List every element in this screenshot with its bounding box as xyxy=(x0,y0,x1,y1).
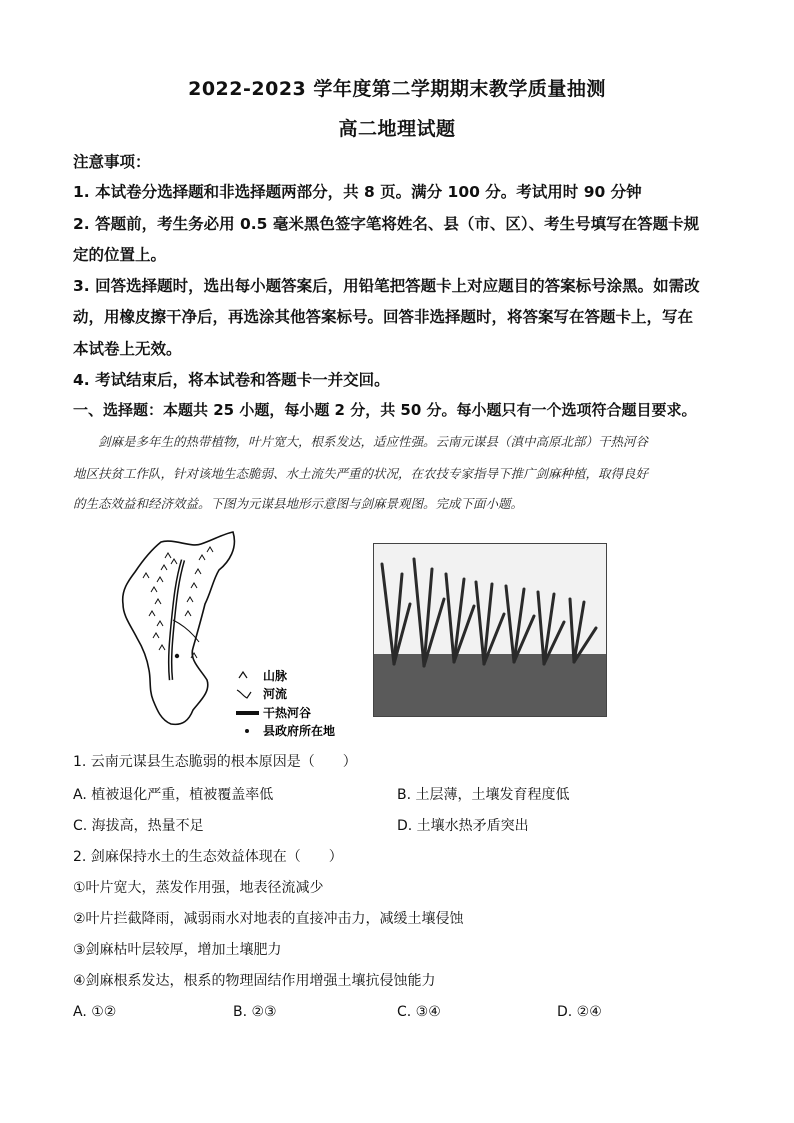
note-1: 1. 本试卷分选择题和非选择题两部分，共 8 页。满分 100 分。考试用时 90 分钟 xyxy=(73,183,642,201)
note-3b: 动，用橡皮擦干净后，再选涂其他答案标号。回答非选择题时，将答案写在答题卡上，写在 xyxy=(73,308,694,326)
note-3c: 本试卷上无效。 xyxy=(73,340,182,358)
notes-heading: 注意事项： xyxy=(73,153,151,171)
q1-stem: 1. 云南元谋县生态脆弱的根本原因是（ ） xyxy=(73,754,357,770)
q2-option-b[interactable]: B. ②③ xyxy=(233,1004,277,1020)
note-3a: 3. 回答选择题时，选出每小题答案后，用铅笔把答题卡上对应题目的答案标号涂黑。如需改 xyxy=(73,277,700,295)
passage-line-3: 的生态效益和经济效益。下图为元谋县地形示意图与剑麻景观图。完成下面小题。 xyxy=(73,496,524,511)
mountain-legend-icon xyxy=(239,672,247,678)
passage-line-2: 地区扶贫工作队，针对该地生态脆弱、水土流失严重的状况，在农技专家指导下推广剑麻种植，取得良好 xyxy=(73,466,649,481)
exam-title: 2022-2023 学年度第二学期期末教学质量抽测 xyxy=(188,78,606,100)
exam-subtitle: 高二地理试题 xyxy=(338,118,456,140)
terrain-map xyxy=(73,530,363,750)
q1-option-d[interactable]: D. 土壤水热矛盾突出 xyxy=(397,818,529,834)
river-legend-icon xyxy=(237,690,251,698)
legend-mountain: 山脉 xyxy=(263,669,288,683)
map-legend xyxy=(236,669,335,738)
county-outline xyxy=(123,532,235,724)
q2-statement-2: ②叶片拦截降雨，减弱雨水对地表的直接冲击力，减缓土壤侵蚀 xyxy=(73,911,464,927)
q1-option-c[interactable]: C. 海拔高，热量不足 xyxy=(73,818,204,834)
q2-option-c[interactable]: C. ③④ xyxy=(397,1004,441,1020)
sisal-landscape-photo xyxy=(373,543,607,717)
passage-line-1: 剑麻是多年生的热带植物，叶片宽大，根系发达，适应性强。云南元谋县（滇中高原北部）干热河谷 xyxy=(98,434,649,449)
gov-legend-icon xyxy=(245,729,249,733)
q2-stem: 2. 剑麻保持水土的生态效益体现在（ ） xyxy=(73,849,343,865)
legend-valley: 干热河谷 xyxy=(263,706,312,720)
note-2a: 2. 答题前，考生务必用 0.5 毫米黑色签字笔将姓名、县（市、区）、考生号填写在答题卡规 xyxy=(73,215,700,233)
q2-option-a[interactable]: A. ①② xyxy=(73,1004,117,1020)
legend-gov: 县政府所在地 xyxy=(263,724,336,738)
mountain-symbols xyxy=(143,547,213,658)
note-2b: 定的位置上。 xyxy=(73,246,167,264)
note-4: 4. 考试结束后，将本试卷和答题卡一并交回。 xyxy=(73,371,390,389)
q2-option-d[interactable]: D. ②④ xyxy=(557,1004,602,1020)
q2-statement-1: ①叶片宽大，蒸发作用强，地表径流减少 xyxy=(73,880,324,896)
q2-statement-4: ④剑麻根系发达，根系的物理固结作用增强土壤抗侵蚀能力 xyxy=(73,973,436,989)
dry-hot-valley xyxy=(170,560,183,680)
q1-option-a[interactable]: A. 植被退化严重，植被覆盖率低 xyxy=(73,787,274,803)
legend-river: 河流 xyxy=(263,687,288,701)
county-gov-dot xyxy=(175,654,179,658)
q2-statement-3: ③剑麻枯叶层较厚，增加土壤肥力 xyxy=(73,942,282,958)
q1-option-b[interactable]: B. 土层薄，土壤发育程度低 xyxy=(397,787,570,803)
section-heading: 一、选择题：本题共 25 小题，每小题 2 分，共 50 分。每小题只有一个选项符合题目要求。 xyxy=(73,401,697,419)
